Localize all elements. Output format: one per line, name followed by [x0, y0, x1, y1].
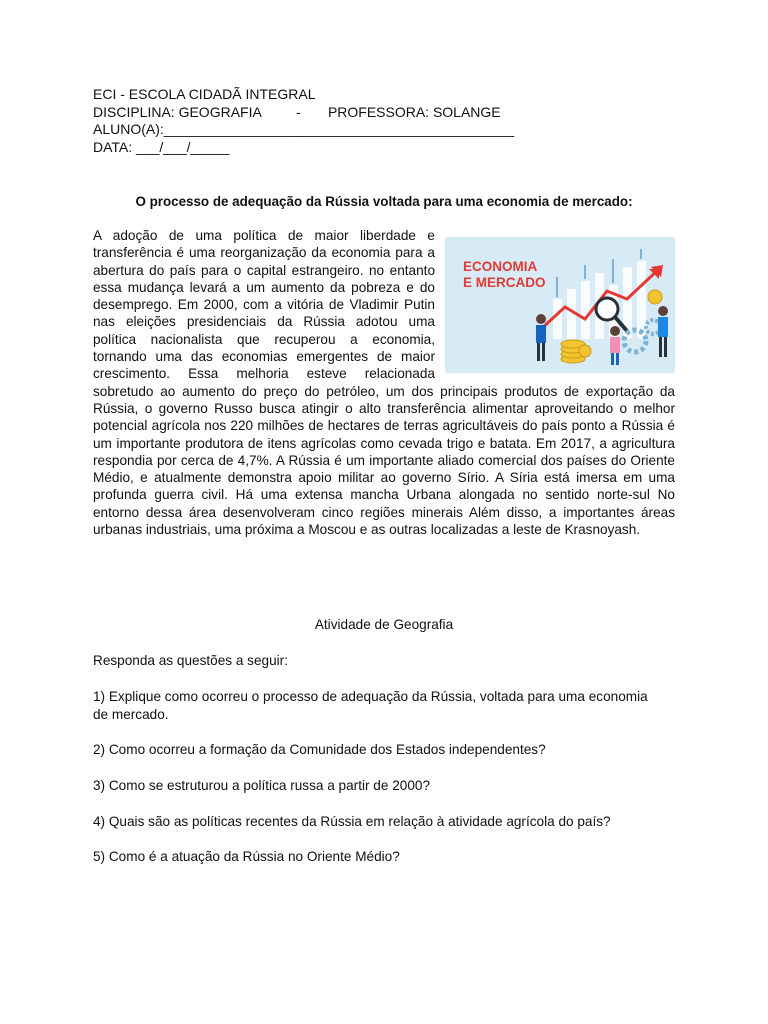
question-4: 4) Quais são as políticas recentes da Rússia em relação à atividade agrícola do país? — [93, 814, 611, 829]
student-line: ALUNO(A):_____________________________________________ — [93, 121, 515, 137]
body-paragraph-block — [93, 227, 675, 538]
illustration-label-line1: ECONOMIA — [463, 259, 538, 274]
body-paragraph: A adoção de uma política de maior liberdade e transferência é uma reorganização da economia para a abertura do país para o capital estrangeiro. no entanto essa mudança levará a um aumento da pobreza e do desemprego. Em 2000, com a vitória de Vladimir Putin nas eleições presidenciais da Rússia adotou uma política nacionalista que recuperou a economia, tornando uma das economias emergentes de maior crescimento. Essa melhoria esteve relacionada sobretudo ao aumento do preço do petróleo, um dos principais produtos de exportação da Rússia, o governo Russo busca atingir o alto transferência alimentar aproveitando o melhor potencial agrícola nos 220 milhões de hectares de terras agricultáveis do país ponto a Rússia é um importante produtora de itens agrícolas como cevada trigo e batata. Em 2017, a agricultura respondia por cerca de 4,7%. A Rússia é um importante aliado comercial dos países do Oriente Médio, e atualmente demonstra apoio militar ao governo Sírio. A Síria está imersa em uma profunda guerra civil. Há uma extensa mancha Urbana alongada no sentido norte-sul No entorno dessa área desenvolveram cinco regiões minerais Além disso, a importantes áreas urbanas industriais, uma próxima a Moscou e as outras localizadas a leste de Krasnoyash. — [93, 228, 675, 538]
document-title: O processo de adequação da Rússia voltada para uma economia de mercado: — [135, 194, 633, 209]
date-line: DATA: ___/___/_____ — [93, 138, 230, 155]
activity-title: Atividade de Geografia — [314, 617, 454, 632]
question-5: 5) Como é a atuação da Rússia no Oriente Médio? — [93, 849, 400, 864]
question-1: 1) Explique como ocorreu o processo de adequação da Rússia, voltada para uma economia de mercado. — [93, 689, 648, 722]
activity-instruction: Responda as questões a seguir: — [93, 653, 288, 668]
economia-mercado-illustration — [445, 237, 675, 373]
discipline-line: DISCIPLINA: GEOGRAFIA - PROFESSORA: SOLANGE — [93, 103, 501, 120]
question-2: 2) Como ocorreu a formação da Comunidade dos Estados independentes? — [93, 742, 546, 757]
illustration-graphic — [445, 237, 675, 373]
question-3: 3) Como se estruturou a política russa a partir de 2000? — [93, 778, 431, 793]
illustration-label-line2: E MERCADO — [463, 275, 546, 290]
header-block — [93, 86, 514, 156]
school-name: ECI - ESCOLA CIDADÃ INTEGRAL — [93, 86, 316, 102]
